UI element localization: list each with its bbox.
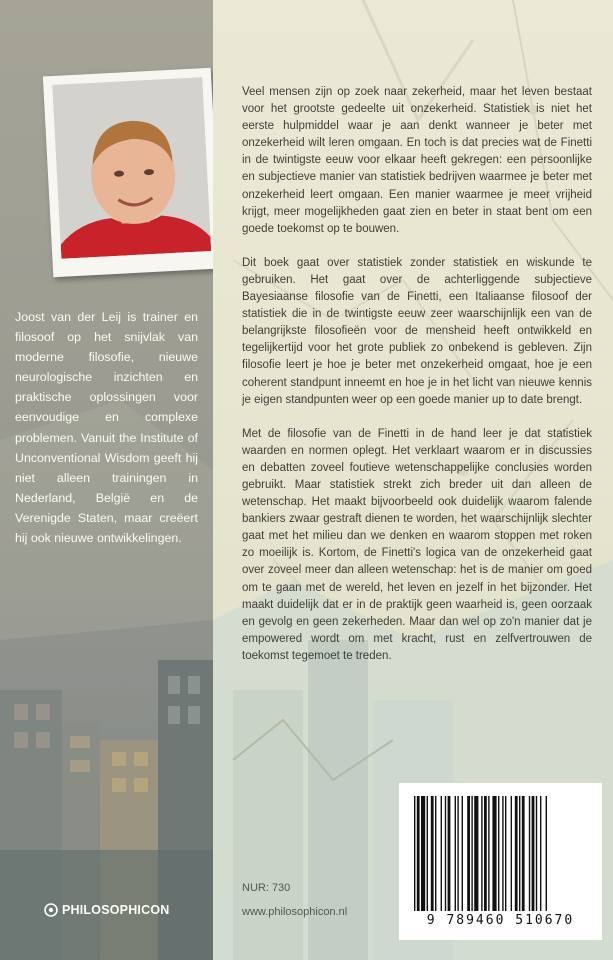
isbn-barcode	[399, 783, 602, 940]
publisher-logo	[44, 903, 169, 917]
isbn-number: 9 789460 510670	[426, 913, 575, 928]
back-text-paragraph-2: Dit boek gaat over statistiek zonder statistiek en wiskunde te gebruiken. Het gaat over de achterliggende subjectieve Bayesiaanse filosofie van de Finetti, een Italiaanse filosoof der statistiek die in de twintigste eeuw zeer waarschijnlijk een van de belangrijkste filosofieën voor de mensheid heeft ontwikkeld en tegelijkertijd voor het grote publiek zo onbekend is gebleven. Zijn filosofie leert je hoe je beter met onzekerheid omgaat, hoe je een coherent standpunt inneemt en hoe je in het licht van nieuwe kennis je eigen standpunten weer op een goede manier up to date brengt.	[242, 256, 592, 406]
back-cover-text	[242, 84, 592, 682]
barcode-bars	[414, 796, 588, 911]
back-text-paragraph-1: Veel mensen zijn op zoek naar zekerheid, maar het leven bestaat voor het grootste gedeelte uit onzekerheid. Statistiek is niet het eerste hulpmiddel waar je aan denkt wanneer je beter met onzekerheid wilt leren omgaan. En toch is dat precies wat de Finetti in de twintigste eeuw voor elkaar heeft gekregen: een persoonlijke en subjectieve manier van statistiek bedrijven waarmee je beter met onzekerheid leert omgaan. Een manier waarmee je meer vrijheid krijgt, meer mogelijkheden gaat zien en beter in staat bent om een goede toekomst op te bouwen.	[242, 86, 592, 235]
author-photo	[52, 77, 211, 259]
left-panel	[0, 0, 213, 960]
publisher-website: www.philosophicon.nl	[242, 906, 348, 918]
author-photo-frame	[43, 68, 213, 278]
publisher-name: PHILOSOPHICON	[62, 903, 170, 917]
author-bio-text: Joost van der Leij is trainer en filosoof op het snijvlak van moderne filosofie, nieuwe neurologische inzichten en praktische oplossingen voor eenvoudige en complexe problemen. Vanuit the Institute of Unconventional Wisdom geeft hij niet alleen trainingen in Nederland, België en de Verenigde Staten, maar creëert hij ook nieuwe ontwikkelingen.	[15, 310, 198, 546]
author-bio	[15, 307, 198, 548]
nur-code: NUR: 730	[242, 882, 291, 894]
philosophicon-logo-icon	[44, 903, 58, 917]
right-panel	[213, 0, 613, 960]
back-text-paragraph-3: Met de filosofie van de Finetti in de hand leer je dat statistiek waarden en normen oplegt. Het verklaart waarom er in discussies en debatten zoveel foutieve wetenschappelijke conclusies worden gebruikt. Maar statistiek strekt zich breder uit dan alleen de wetenschap. Het maakt bijvoorbeeld ook duidelijk waarom falende bankiers zwaar gestraft dienen te worden, het waarschijnlijk slechter gaat met het milieu dan we denken en waarom stoppen met roken zo moeilijk is. Kortom, de Finetti's logica van de onzekerheid gaat over zoveel meer dan alleen wetenschap: het is de manier om goed om te gaan met de wereld, het leven en jezelf in het bijzonder. Het maakt duidelijk dat er in de praktijk geen waarheid is, geen oorzaak en gevolg en geen zekerheden. Maar dan wel op zo'n manier dat je empowered wordt om met kracht, rust en zelfvertrouwen de toekomst tegemoet te treden.	[242, 427, 592, 662]
